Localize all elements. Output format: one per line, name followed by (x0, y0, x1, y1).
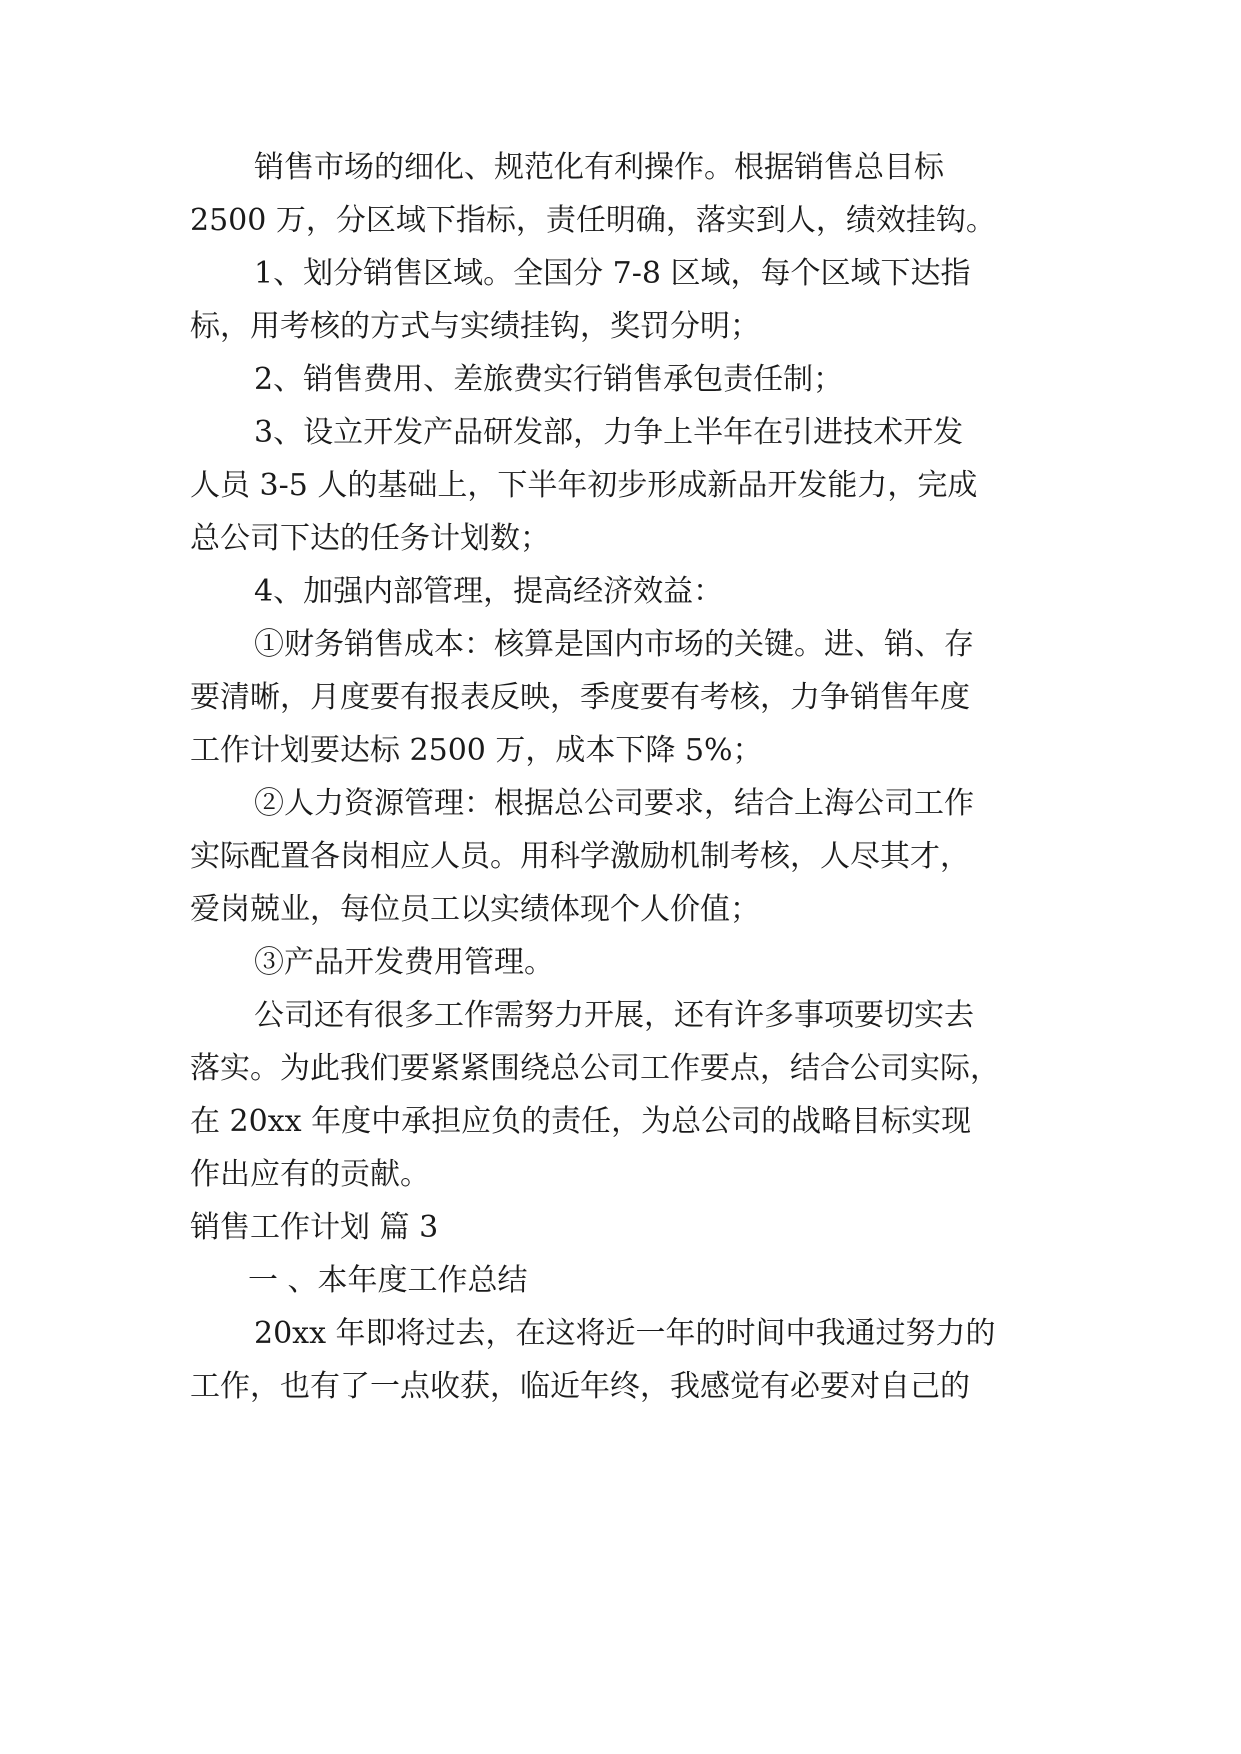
paragraph-line: 人员 3-5 人的基础上，下半年初步形成新品开发能力，完成 (190, 468, 978, 503)
paragraph-line: 3、设立开发产品研发部，力争上半年在引进技术开发 (254, 415, 964, 450)
paragraph-line: 爱岗兢业，每位员工以实绩体现个人价值； (190, 892, 760, 927)
paragraph-line: 销售市场的细化、规范化有利操作。根据销售总目标 (254, 150, 944, 185)
paragraph-line: 在 20xx 年度中承担应负的责任，为总公司的战略目标实现 (190, 1104, 972, 1139)
paragraph-line: 2、销售费用、差旅费实行销售承包责任制； (254, 362, 844, 397)
paragraph-line: ③产品开发费用管理。 (254, 945, 554, 980)
subsection-heading: 一 、本年度工作总结 (248, 1263, 528, 1298)
paragraph-line: 20xx 年即将过去，在这将近一年的时间中我通过努力的 (254, 1316, 996, 1351)
paragraph-line: 工作，也有了一点收获，临近年终，我感觉有必要对自己的 (190, 1369, 970, 1404)
paragraph-line: 2500 万，分区域下指标，责任明确，落实到人，绩效挂钩。 (190, 203, 996, 238)
section-heading: 销售工作计划 篇 3 (190, 1210, 439, 1245)
paragraph-line: 实际配置各岗相应人员。用科学激励机制考核，人尽其才， (190, 839, 970, 874)
paragraph-line: 1、划分销售区域。全国分 7-8 区域，每个区域下达指 (254, 256, 971, 291)
paragraph-line: ②人力资源管理：根据总公司要求，结合上海公司工作 (254, 786, 974, 821)
paragraph-line: ①财务销售成本：核算是国内市场的关键。进、销、存 (254, 627, 974, 662)
paragraph-line: 落实。为此我们要紧紧围绕总公司工作要点，结合公司实际， (190, 1051, 1000, 1086)
paragraph-line: 总公司下达的任务计划数； (190, 521, 550, 556)
paragraph-line: 标，用考核的方式与实绩挂钩，奖罚分明； (190, 309, 760, 344)
paragraph-line: 作出应有的贡献。 (190, 1157, 430, 1192)
paragraph-line: 要清晰，月度要有报表反映，季度要有考核，力争销售年度 (190, 680, 970, 715)
paragraph-line: 工作计划要达标 2500 万，成本下降 5%； (190, 733, 763, 768)
paragraph-line: 公司还有很多工作需努力开展，还有许多事项要切实去 (254, 998, 974, 1033)
paragraph-line: 4、加强内部管理，提高经济效益： (254, 574, 724, 609)
